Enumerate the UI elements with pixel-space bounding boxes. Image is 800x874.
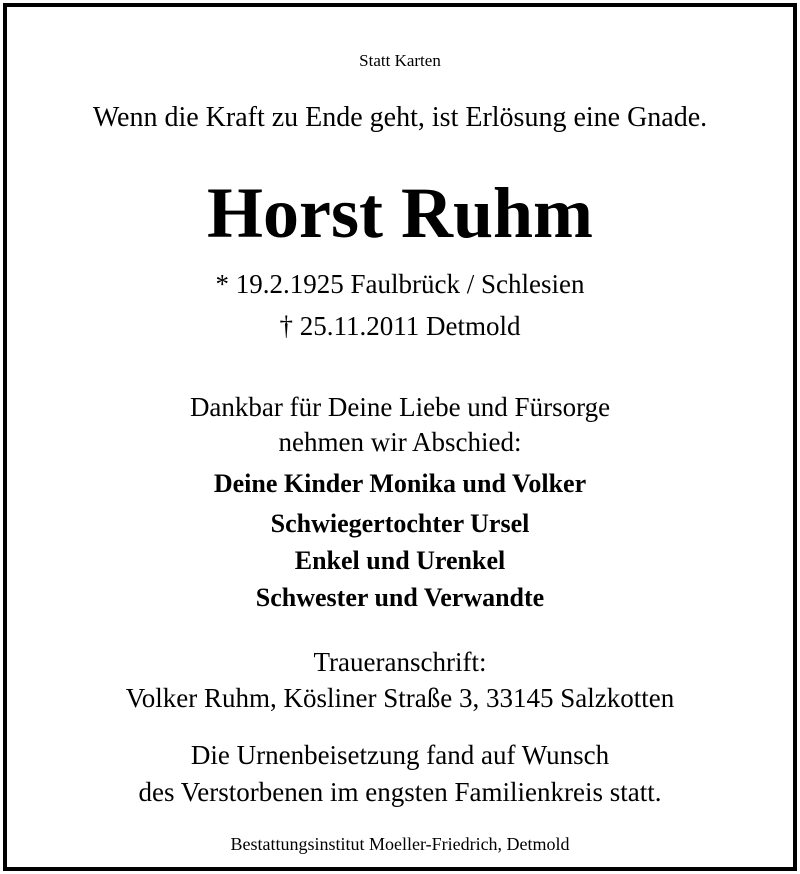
family-member: Schwiegertochter Ursel — [270, 509, 530, 538]
mourning-address: Volker Ruhm, Kösliner Straße 3, 33145 Salzkotten — [125, 683, 675, 713]
burial-note-line-2: des Verstorbenen im engsten Familienkreis statt. — [138, 777, 662, 807]
thanks-line-1: Dankbar für Deine Liebe und Fürsorge — [189, 392, 611, 422]
family-member: Deine Kinder Monika und Volker — [213, 469, 587, 498]
family-member: Schwester und Verwandte — [255, 583, 545, 612]
funeral-home: Bestattungsinstitut Moeller-Friedrich, Detmold — [230, 834, 570, 854]
family-member: Enkel und Urenkel — [294, 546, 506, 575]
obituary-notice — [3, 3, 797, 871]
death-date: † 25.11.2011 Detmold — [279, 311, 521, 341]
deceased-name: Horst Ruhm — [206, 173, 593, 253]
birth-date: * 19.2.1925 Faulbrück / Schlesien — [215, 269, 585, 299]
address-label: Traueranschrift: — [313, 647, 487, 677]
burial-note-line-1: Die Urnenbeisetzung fand auf Wunsch — [190, 740, 610, 770]
header-statt-karten: Statt Karten — [359, 51, 441, 70]
thanks-line-2: nehmen wir Abschied: — [278, 427, 522, 457]
motto: Wenn die Kraft zu Ende geht, ist Erlösung eine Gnade. — [92, 102, 708, 133]
